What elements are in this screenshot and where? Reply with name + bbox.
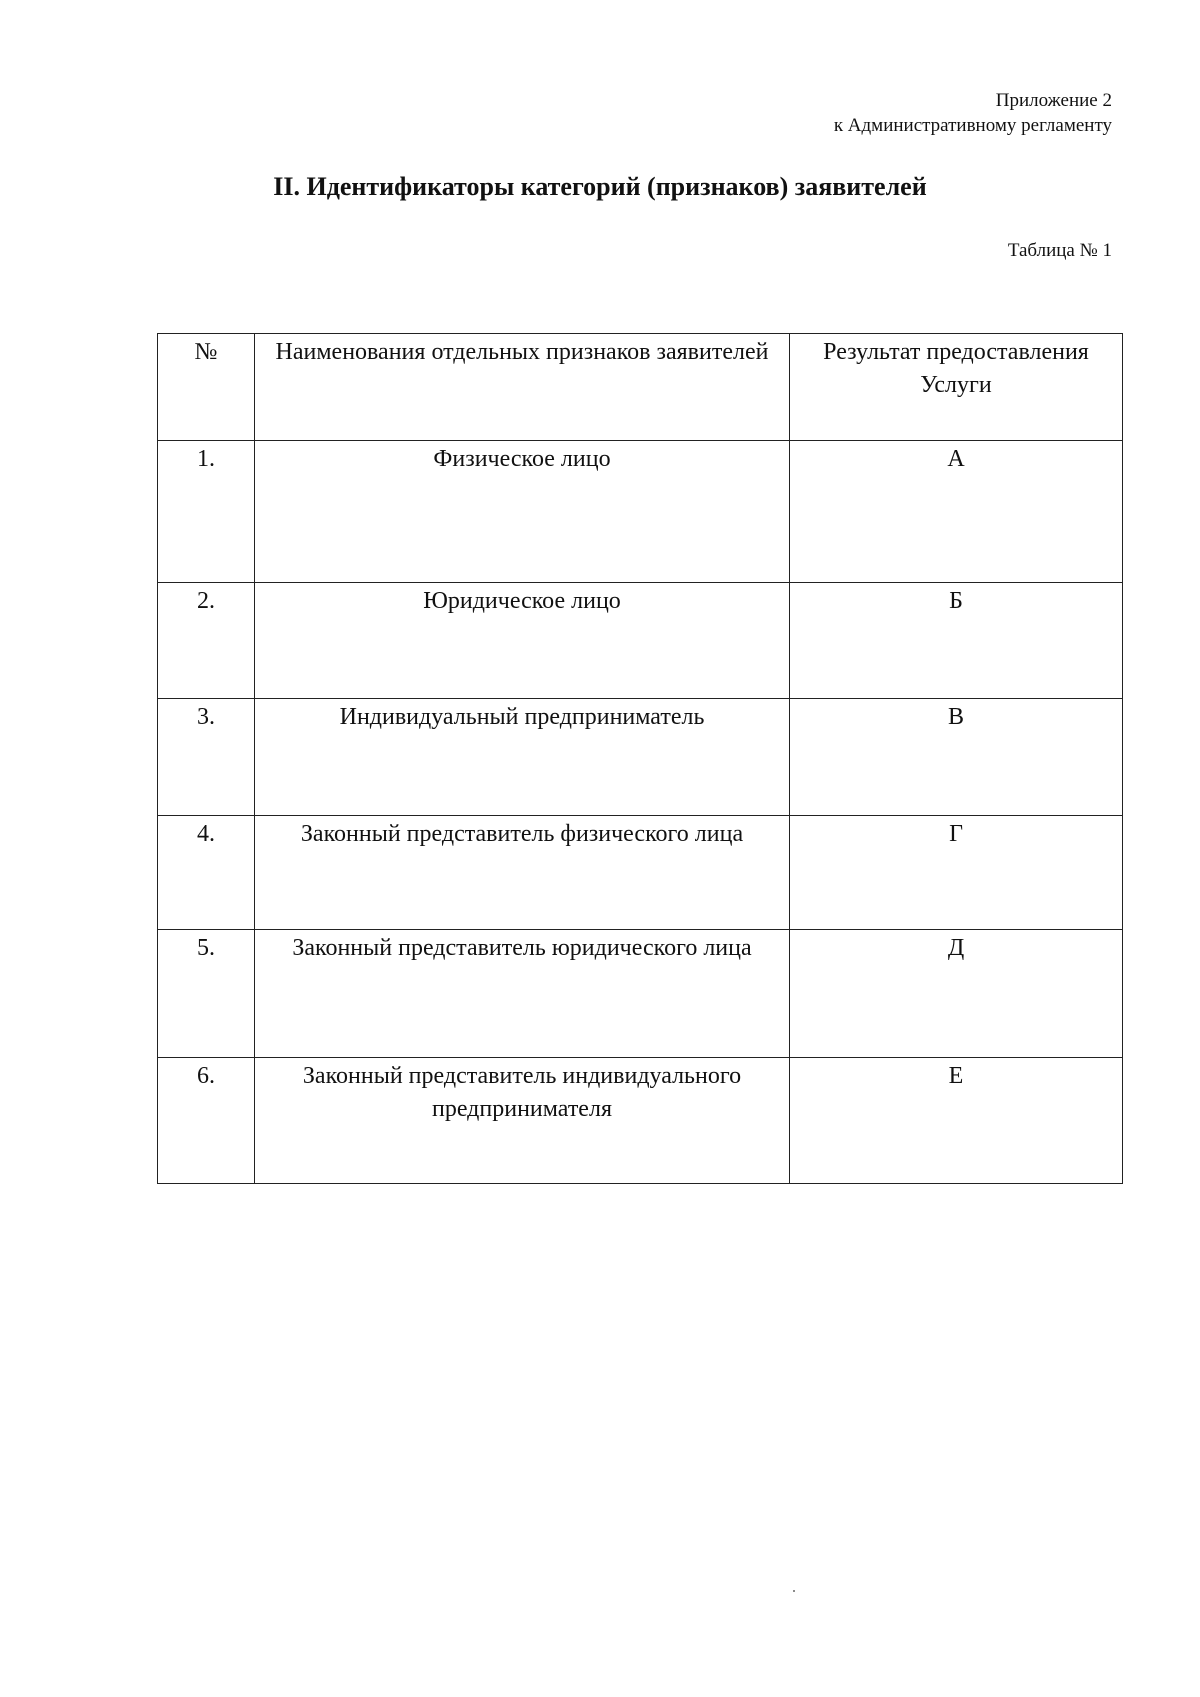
- row-number: 3.: [158, 699, 255, 816]
- row-result: Д: [790, 930, 1123, 1058]
- column-header-name: Наименования отдельных признаков заявителей: [255, 334, 790, 441]
- row-name: Юридическое лицо: [255, 583, 790, 699]
- row-name: Физическое лицо: [255, 441, 790, 583]
- scan-speck: [793, 1590, 795, 1592]
- annex-line-2: к Административному регламенту: [833, 115, 1112, 136]
- row-name: Законный представитель юридического лица: [255, 930, 790, 1058]
- table-caption: Таблица № 1: [1007, 240, 1112, 261]
- table-row: [158, 1058, 1123, 1184]
- table-row: [158, 583, 1123, 699]
- table-row: [158, 930, 1123, 1058]
- applicant-categories-table: [157, 333, 1123, 1184]
- row-number: 6.: [158, 1058, 255, 1184]
- row-number: 1.: [158, 441, 255, 583]
- table-row: [158, 441, 1123, 583]
- annex-note: [834, 88, 1112, 138]
- table-row: [158, 816, 1123, 930]
- row-number: 5.: [158, 930, 255, 1058]
- row-result: Е: [790, 1058, 1123, 1184]
- document-title: II. Идентификаторы категорий (признаков) заявителей: [273, 172, 927, 201]
- column-header-number: №: [158, 334, 255, 441]
- row-result: А: [790, 441, 1123, 583]
- column-header-result: Результат предоставления Услуги: [790, 334, 1123, 441]
- row-result: Б: [790, 583, 1123, 699]
- row-name: Законный представитель индивидуального предпринимателя: [255, 1058, 790, 1184]
- row-number: 4.: [158, 816, 255, 930]
- annex-line-1: Приложение 2: [995, 90, 1112, 111]
- table-row: [158, 699, 1123, 816]
- table-header-row: [158, 334, 1123, 441]
- row-name: Законный представитель физического лица: [255, 816, 790, 930]
- row-result: В: [790, 699, 1123, 816]
- row-name: Индивидуальный предприниматель: [255, 699, 790, 816]
- row-number: 2.: [158, 583, 255, 699]
- row-result: Г: [790, 816, 1123, 930]
